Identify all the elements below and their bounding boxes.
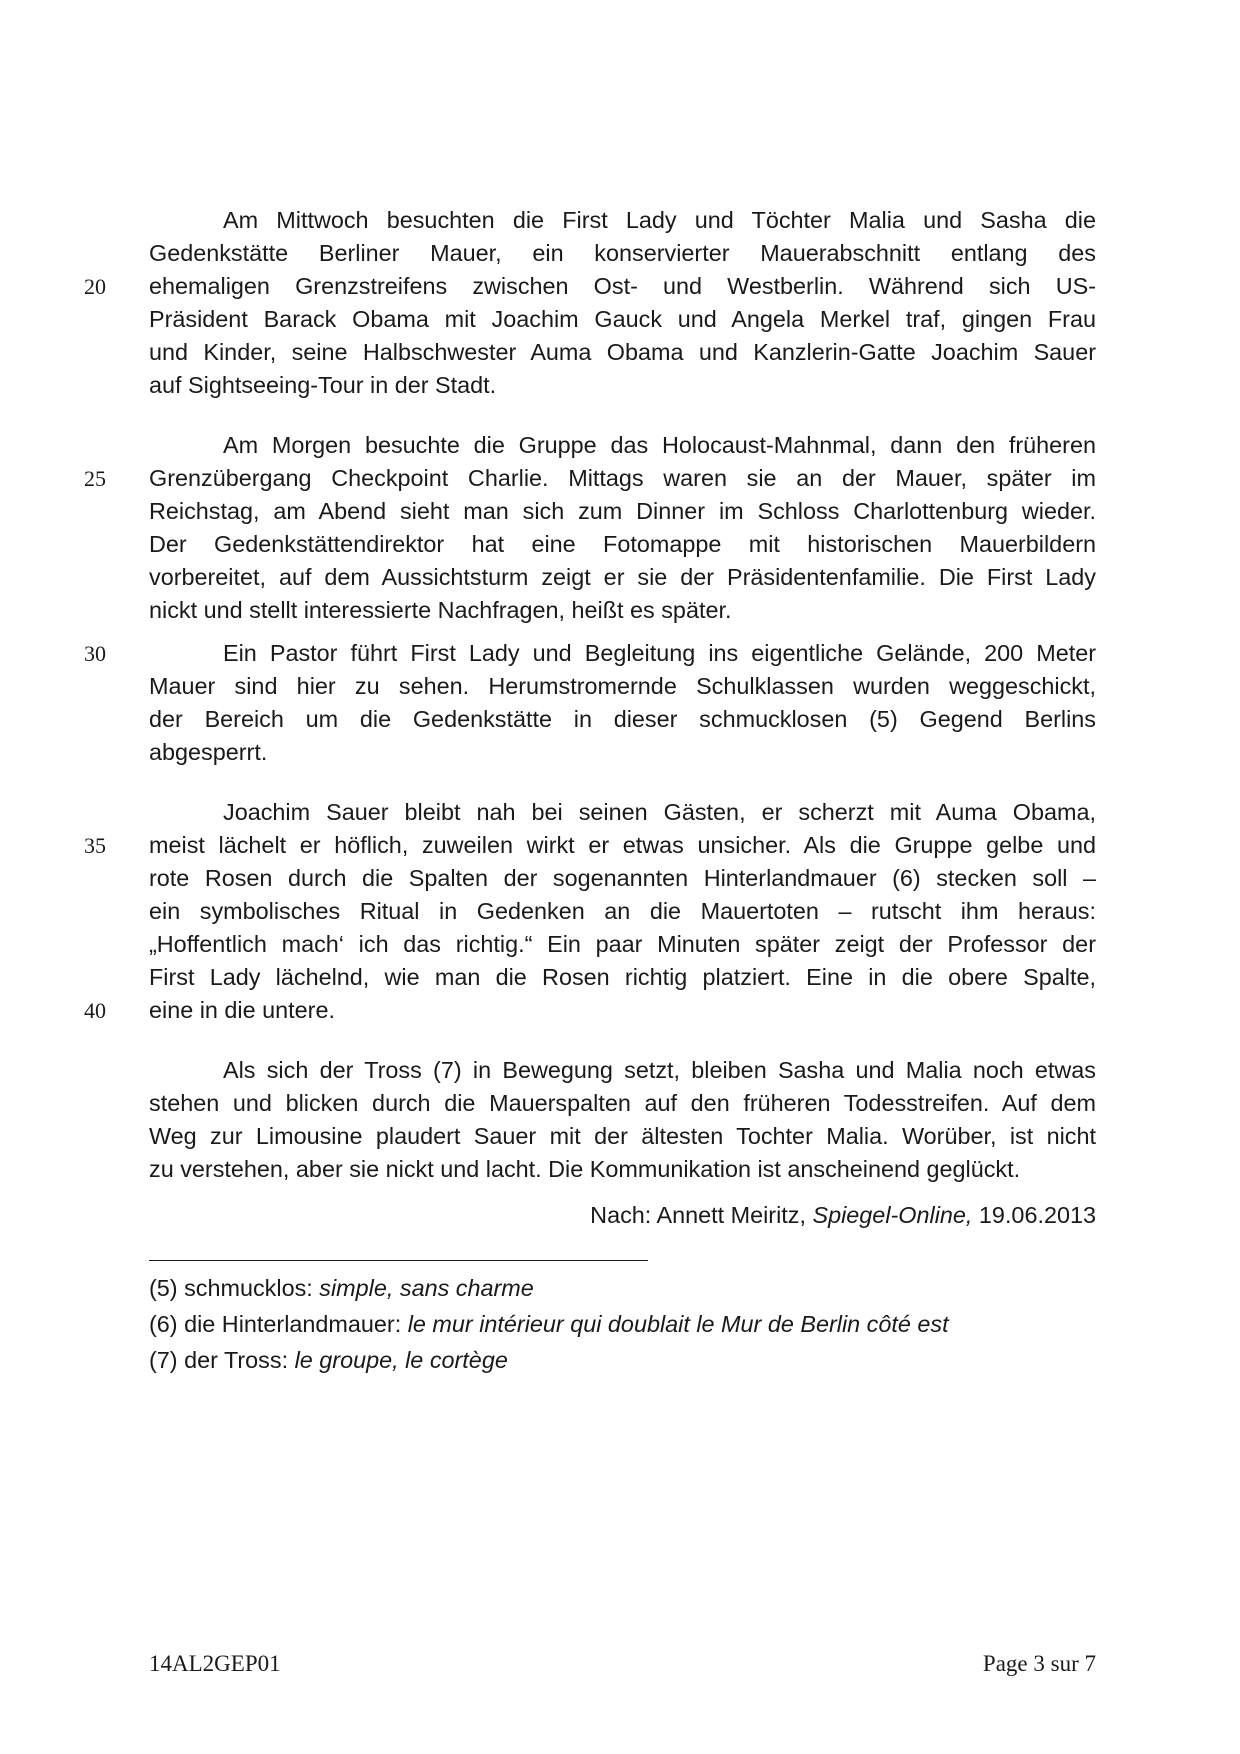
- source-prefix: Nach: Annett Meiritz,: [590, 1202, 813, 1228]
- footnote-gloss: le mur intérieur qui doublait le Mur de Berlin côté est: [407, 1311, 949, 1337]
- text-line: Als sich der Tross (7) in Bewegung setzt, bleiben Sasha und Malia noch etwas: [223, 1057, 1096, 1083]
- text-line: Am Morgen besuchte die Gruppe das Holocaust-Mahnmal, dann den früheren: [223, 432, 1096, 458]
- text-line: Grenzübergang Checkpoint Charlie. Mittags waren sie an der Mauer, später im: [149, 465, 1096, 491]
- footnote-7: [149, 1344, 508, 1377]
- text-line: First Lady lächelnd, wie man die Rosen richtig platziert. Eine in die obere Spalte,: [149, 964, 1096, 990]
- text-line: Der Gedenkstättendirektor hat eine Fotomappe mit historischen Mauerbildern: [149, 531, 1096, 557]
- footnote-term: (6) die Hinterlandmauer:: [149, 1311, 408, 1337]
- text-line: Präsident Barack Obama mit Joachim Gauck und Angela Merkel traf, gingen Frau: [149, 306, 1096, 332]
- source-publication: Spiegel-Online,: [812, 1202, 973, 1228]
- footnote-6: [149, 1308, 949, 1341]
- footnote-gloss: le groupe, le cortège: [294, 1347, 508, 1373]
- text-line: Weg zur Limousine plaudert Sauer mit der ältesten Tochter Malia. Worüber, ist nicht: [149, 1123, 1096, 1149]
- text-line: und Kinder, seine Halbschwester Auma Obama und Kanzlerin-Gatte Joachim Sauer: [149, 339, 1096, 365]
- text-line: auf Sightseeing-Tour in der Stadt.: [149, 372, 497, 398]
- text-line: stehen und blicken durch die Mauerspalten auf den früheren Todesstreifen. Auf dem: [149, 1090, 1096, 1116]
- footnote-gloss: simple, sans charme: [319, 1275, 534, 1301]
- text-line: ein symbolisches Ritual in Gedenken an die Mauertoten – rutscht ihm heraus:: [149, 898, 1096, 924]
- text-line: Joachim Sauer bleibt nah bei seinen Gästen, er scherzt mit Auma Obama,: [223, 799, 1096, 825]
- line-number: 35: [84, 833, 106, 858]
- footnote-divider: [149, 1260, 648, 1261]
- line-number: 40: [84, 998, 106, 1023]
- footnote-term: (5) schmucklos:: [149, 1275, 320, 1301]
- line-number: 20: [84, 274, 106, 299]
- text-line: ehemaligen Grenzstreifens zwischen Ost- und Westberlin. Während sich US-: [149, 273, 1096, 299]
- exam-code: 14AL2GEP01: [149, 1651, 281, 1676]
- footnote-term: (7) der Tross:: [149, 1347, 295, 1373]
- footnote-5: [149, 1272, 534, 1305]
- text-line: Ein Pastor führt First Lady und Begleitung ins eigentliche Gelände, 200 Meter: [223, 640, 1096, 666]
- text-line: Mauer sind hier zu sehen. Herumstromernde Schulklassen wurden weggeschickt,: [149, 673, 1096, 699]
- page-number: Page 3 sur 7: [982, 1651, 1096, 1676]
- text-line: eine in die untere.: [149, 997, 335, 1023]
- text-line: abgesperrt.: [149, 739, 268, 765]
- text-line: Gedenkstätte Berliner Mauer, ein konservierter Mauerabschnitt entlang des: [149, 240, 1096, 266]
- text-line: Am Mittwoch besuchten die First Lady und Töchter Malia und Sasha die: [223, 207, 1096, 233]
- text-line: der Bereich um die Gedenkstätte in dieser schmucklosen (5) Gegend Berlins: [149, 706, 1096, 732]
- text-line: zu verstehen, aber sie nickt und lacht. Die Kommunikation ist anscheinend geglückt.: [149, 1156, 1021, 1182]
- text-line: „Hoffentlich mach‘ ich das richtig.“ Ein paar Minuten später zeigt der Professor der: [149, 931, 1096, 957]
- text-line: Reichstag, am Abend sieht man sich zum Dinner im Schloss Charlottenburg wieder.: [149, 498, 1096, 524]
- text-line: nickt und stellt interessierte Nachfragen, heißt es später.: [149, 597, 732, 623]
- line-number: 30: [84, 641, 106, 666]
- text-line: meist lächelt er höflich, zuweilen wirkt er etwas unsicher. Als die Gruppe gelbe und: [149, 832, 1096, 858]
- source-date: 19.06.2013: [972, 1202, 1096, 1228]
- line-number: 25: [84, 466, 106, 491]
- source-attribution: [590, 1199, 1096, 1232]
- text-line: vorbereitet, auf dem Aussichtsturm zeigt er sie der Präsidentenfamilie. Die First Lady: [149, 564, 1096, 590]
- text-line: rote Rosen durch die Spalten der sogenannten Hinterlandmauer (6) stecken soll –: [149, 865, 1096, 891]
